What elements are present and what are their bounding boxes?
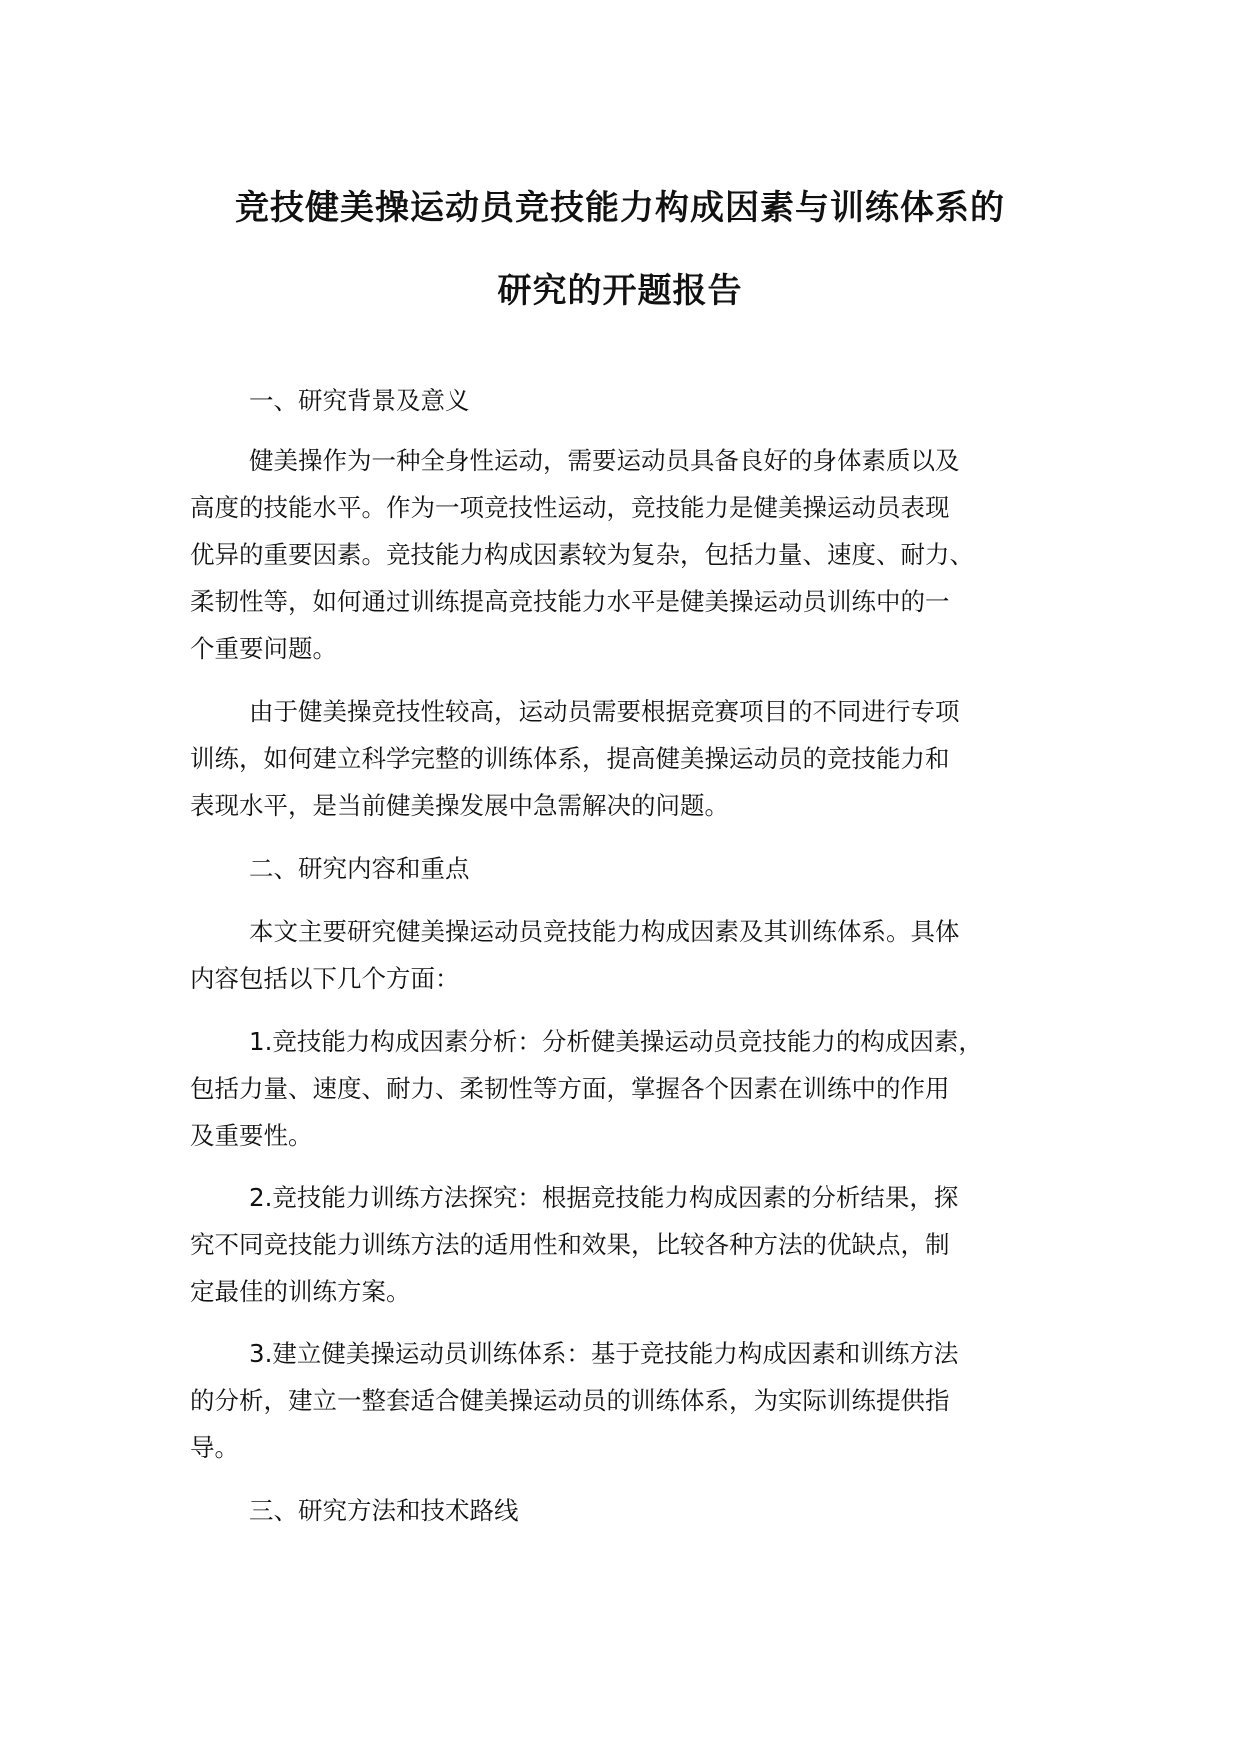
paragraph-line: 内容包括以下几个方面： — [190, 964, 460, 993]
section-3-heading-block — [190, 1487, 1080, 1534]
section-heading: 二、研究内容和重点 — [249, 854, 470, 883]
paragraph-line: 本文主要研究健美操运动员竞技能力构成因素及其训练体系。具体 — [249, 917, 960, 946]
paragraph-line: 表现水平，是当前健美操发展中急需解决的问题。 — [190, 791, 729, 820]
section-2-item-2 — [190, 1174, 1080, 1315]
paragraph-line: 的分析，建立一整套适合健美操运动员的训练体系，为实际训练提供指 — [190, 1386, 950, 1415]
paragraph-line: 定最佳的训练方案。 — [190, 1277, 411, 1306]
paragraph-line: 个重要问题。 — [190, 634, 337, 663]
paragraph-line: 包括力量、速度、耐力、柔韧性等方面，掌握各个因素在训练中的作用 — [190, 1074, 950, 1103]
paragraph-line: 3.建立健美操运动员训练体系：基于竞技能力构成因素和训练方法 — [249, 1339, 959, 1368]
section-2-item-1 — [190, 1018, 1080, 1159]
paragraph-line: 高度的技能水平。作为一项竞技性运动，竞技能力是健美操运动员表现 — [190, 493, 950, 522]
paragraph-line: 优异的重要因素。竞技能力构成因素较为复杂，包括力量、速度、耐力、 — [190, 540, 974, 569]
paragraph-line: 究不同竞技能力训练方法的适用性和效果，比较各种方法的优缺点，制 — [190, 1230, 950, 1259]
paragraph-line: 1.竞技能力构成因素分析：分析健美操运动员竞技能力的构成因素， — [249, 1027, 983, 1056]
paragraph-line: 健美操作为一种全身性运动，需要运动员具备良好的身体素质以及 — [249, 446, 960, 475]
section-1-paragraph-1 — [190, 437, 1080, 672]
paragraph-line: 2.竞技能力训练方法探究：根据竞技能力构成因素的分析结果，探 — [249, 1183, 959, 1212]
paragraph-line: 导。 — [190, 1433, 239, 1462]
paragraph-line: 及重要性。 — [190, 1121, 313, 1150]
section-2-heading-block — [190, 845, 1080, 892]
section-heading: 一、研究背景及意义 — [249, 386, 470, 415]
paragraph-line: 训练，如何建立科学完整的训练体系，提高健美操运动员的竞技能力和 — [190, 744, 950, 773]
document-title-line-1: 竞技健美操运动员竞技能力构成因素与训练体系的 — [235, 188, 1005, 228]
paragraph-line: 柔韧性等，如何通过训练提高竞技能力水平是健美操运动员训练中的一 — [190, 587, 950, 616]
paragraph-line: 由于健美操竞技性较高，运动员需要根据竞赛项目的不同进行专项 — [249, 697, 960, 726]
document-title-line-2: 研究的开题报告 — [497, 271, 743, 311]
section-2-paragraph-1 — [190, 908, 1080, 1002]
section-heading: 三、研究方法和技术路线 — [249, 1496, 519, 1525]
section-1-paragraph-2 — [190, 688, 1080, 829]
section-2-item-3 — [190, 1330, 1080, 1471]
section-1-heading-block — [190, 377, 1080, 424]
